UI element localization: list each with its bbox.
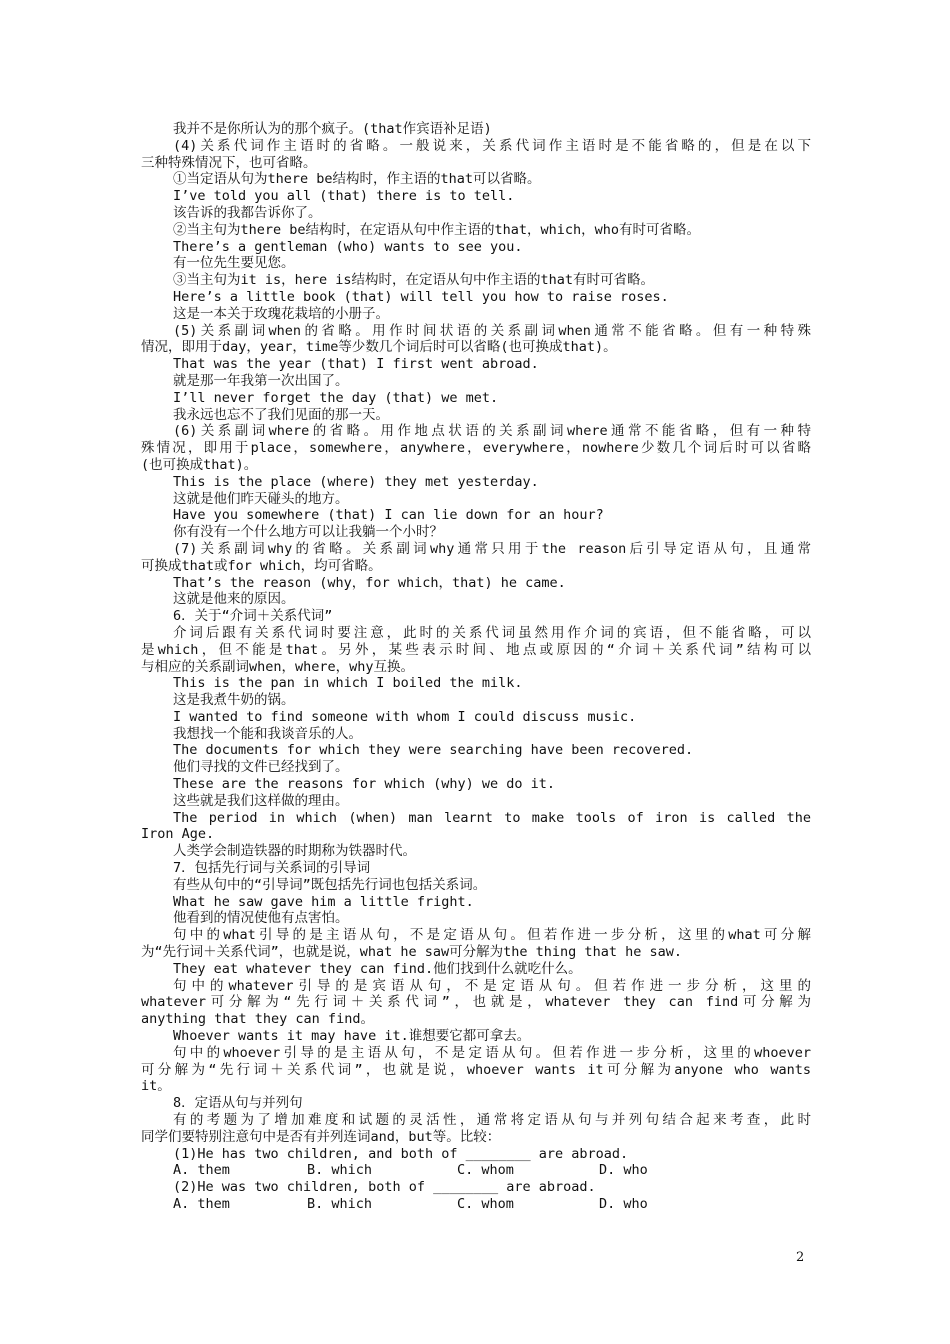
text-line: That was the year (that) I first went abroad. xyxy=(173,356,539,373)
text-line: Here’s a little book (that) will tell you how to raise roses. xyxy=(173,288,669,305)
text-line: (7)关系副词why的省略。关系副词why通常只用于the reason后引导定语从句，且通常 xyxy=(173,540,811,557)
text-line: Iron Age. xyxy=(141,826,215,843)
option-b: B. which xyxy=(307,1196,373,1212)
text-line: 这些就是我们这样做的理由。 xyxy=(173,792,349,809)
text-line: 句中的whatever引导的是宾语从句，不是定语从句。但若作进一步分析，这里的 xyxy=(173,977,811,994)
text-line: Have you somewhere (that) I can lie down for an hour? xyxy=(173,507,604,524)
text-line: 是which，但不能是that。另外，某些表示时间、地点或原因的“介词＋关系代词”结构可以 xyxy=(141,641,811,658)
text-line: it。 xyxy=(141,1078,171,1095)
text-line: The period in which (when) man learnt to make tools of iron is called the xyxy=(173,809,811,826)
text-line: 该告诉的我都告诉你了。 xyxy=(173,204,322,221)
text-line: There’s a gentleman (who) wants to see you. xyxy=(173,238,523,255)
text-line: 句中的whoever引导的是主语从句，不是定语从句。但若作进一步分析，这里的whoever xyxy=(173,1044,811,1061)
text-line: whatever可分解为“先行词＋关系代词”，也就是，whatever they can find可分解为 xyxy=(141,994,811,1011)
question-2: (2)He was two children, both of ________ are abroad. xyxy=(173,1179,596,1196)
text-line: 为“先行词＋关系代词”，也就是说，what he saw可分解为the thing that he saw. xyxy=(141,944,682,961)
text-line: I’ve told you all (that) there is to tell. xyxy=(173,188,515,205)
text-line: 这就是他们昨天碰头的地方。 xyxy=(173,490,349,507)
text-line: I wanted to find someone with whom I could discuss music. xyxy=(173,708,637,725)
text-line: 我永远也忘不了我们见面的那一天。 xyxy=(173,406,389,423)
text-line: These are the reasons for which (why) we do it. xyxy=(173,776,556,793)
text-line: That’s the reason (why，for which，that) he came. xyxy=(173,574,566,591)
text-line: 就是那一年我第一次出国了。 xyxy=(173,372,349,389)
text-line: ③当主句为it is，here is结构时，在定语从句中作主语的that有时可省略。 xyxy=(173,272,655,289)
text-line: This is the place (where) they met yesterday. xyxy=(173,473,539,490)
text-line: (6)关系副词where的省略。用作地点状语的关系副词where通常不能省略，但有一种特 xyxy=(173,423,811,440)
text-line: (5)关系副词when的省略。用作时间状语的关系副词when通常不能省略。但有一种特殊 xyxy=(173,322,811,339)
text-line: Whoever wants it may have it.谁想要它都可拿去。 xyxy=(173,1028,531,1045)
text-line: 这是一本关于玫瑰花栽培的小册子。 xyxy=(173,305,389,322)
document-body xyxy=(141,121,811,1213)
text-line: (4)关系代词作主语时的省略。一般说来，关系代词作主语时是不能省略的，但是在以下 xyxy=(173,137,811,154)
text-line: 这就是他来的原因。 xyxy=(173,591,295,608)
text-line: The documents for which they were searching have been recovered. xyxy=(173,742,694,759)
text-line: 你有没有一个什么地方可以让我躺一个小时？ xyxy=(173,524,443,541)
text-line: 三种特殊情况下，也可省略。 xyxy=(141,154,317,171)
text-line: 7．包括先行词与关系词的引导词 xyxy=(173,860,371,877)
text-line: 有的考题为了增加难度和试题的灵活性，通常将定语从句与并列句结合起来考查，此时 xyxy=(173,1112,811,1129)
option-c: C. whom xyxy=(457,1162,514,1179)
option-a: A. them xyxy=(173,1162,230,1179)
text-line: 这是我煮牛奶的锅。 xyxy=(173,692,295,709)
option-d: D. who xyxy=(599,1196,648,1212)
text-line: 有些从句中的“引导词”既包括先行词也包括关系词。 xyxy=(173,876,487,893)
text-line: This is the pan in which I boiled the milk. xyxy=(173,675,523,692)
text-line: 句中的what引导的是主语从句，不是定语从句。但若作进一步分析，这里的what可分解 xyxy=(173,927,811,944)
text-line: 可分解为“先行词＋关系代词”，也就是说，whoever wants it可分解为anyone who wants xyxy=(141,1061,811,1078)
options-row-2 xyxy=(141,1196,811,1213)
text-line: 人类学会制造铁器的时期称为铁器时代。 xyxy=(173,843,416,860)
options-row-1 xyxy=(141,1162,811,1179)
option-c: C. whom xyxy=(457,1196,514,1212)
text-line: 与相应的关系副词when，where，why互换。 xyxy=(141,658,415,675)
text-line: ①当定语从句为there be结构时，作主语的that可以省略。 xyxy=(173,171,541,188)
text-line: 介词后跟有关系代词时要注意，此时的关系代词虽然用作介词的宾语，但不能省略，可以 xyxy=(173,624,811,641)
text-line: 8．定语从句与并列句 xyxy=(173,1095,303,1112)
option-a: A. them xyxy=(173,1196,230,1212)
text-line: 可换成that或for which，均可省略。 xyxy=(141,557,382,574)
text-line: 我并不是你所认为的那个疯子。(that作宾语补足语) xyxy=(173,121,492,137)
text-line: 殊情况，即用于place，somewhere，anywhere，everywhere，nowhere少数几个词后时可以省略 xyxy=(141,440,811,457)
text-line: 6．关于“介词＋关系代词” xyxy=(173,608,333,625)
text-line: (1)He has two children, and both of ________ are abroad. xyxy=(173,1145,629,1162)
text-line: They eat whatever they can find.他们找到什么就吃什么。 xyxy=(173,960,582,977)
text-line: ②当主句为there be结构时，在定语从句中作主语的that，which，who有时可省略。 xyxy=(173,221,701,238)
page-number: 2 xyxy=(796,1250,805,1265)
text-line: 他看到的情况使他有点害怕。 xyxy=(173,910,349,927)
text-line: What he saw gave him a little fright. xyxy=(173,893,474,910)
text-line: anything that they can find。 xyxy=(141,1011,374,1028)
text-line: 同学们要特别注意句中是否有并列连词and，but等。比较： xyxy=(141,1128,501,1145)
text-line: I’ll never forget the day (that) we met. xyxy=(173,389,499,406)
text-line: 情况，即用于day，year，time等少数几个词后时可以省略(也可换成that)。 xyxy=(141,339,617,356)
text-line: 有一位先生要见您。 xyxy=(173,255,295,272)
text-line: 我想找一个能和我谈音乐的人。 xyxy=(173,725,362,742)
option-d: D. who xyxy=(599,1162,648,1179)
text-lines xyxy=(141,121,811,1162)
option-b: B. which xyxy=(307,1162,373,1179)
text-line: 他们寻找的文件已经找到了。 xyxy=(173,759,349,776)
text-line: (也可换成that)。 xyxy=(141,456,258,473)
